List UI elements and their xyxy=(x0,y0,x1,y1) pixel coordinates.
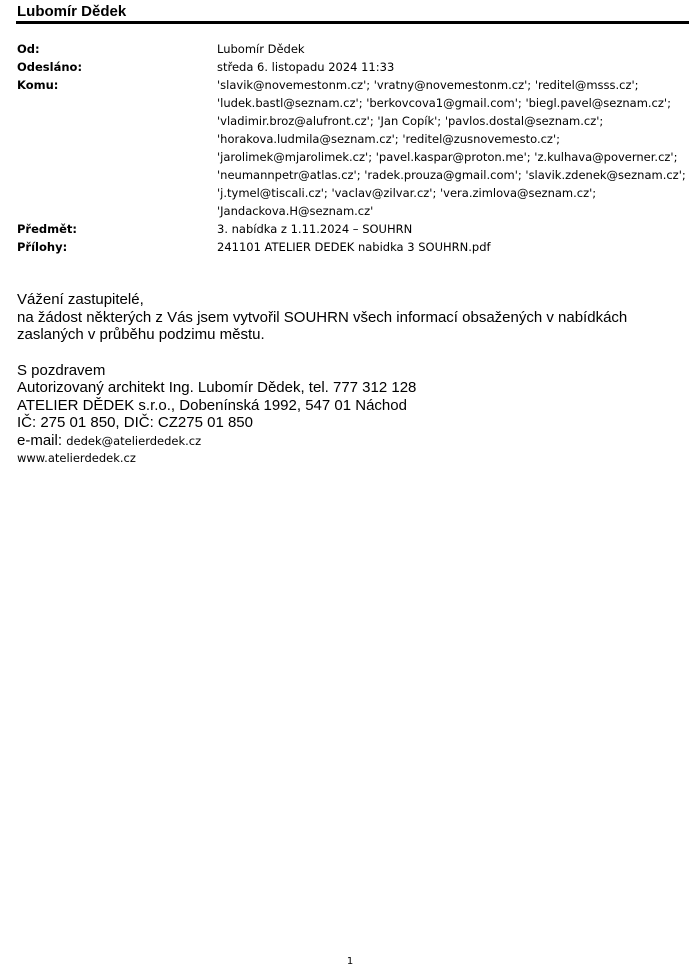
recipient-line: 'horakova.ludmila@seznam.cz'; 'reditel@zusnovemesto.cz'; xyxy=(217,132,560,146)
attachment-file[interactable]: 241101 ATELIER DEDEK nabidka 3 SOUHRN.pdf xyxy=(217,240,491,254)
website-link[interactable]: www.atelierdedek.cz xyxy=(17,451,136,465)
from-label: Od: xyxy=(17,42,40,56)
sent-value: středa 6. listopadu 2024 11:33 xyxy=(217,60,395,74)
body-paragraph-line: zaslaných v průběhu podzimu městu. xyxy=(17,326,265,343)
closing: S pozdravem xyxy=(17,361,106,379)
signature-line: Autorizovaný architekt Ing. Lubomír Dědek, tel. 777 312 128 xyxy=(17,379,417,396)
recipient-line: 'vladimir.broz@alufront.cz'; 'Jan Copík'; 'pavlos.dostal@seznam.cz'; xyxy=(217,114,604,128)
recipient-line: 'slavik@novemestonm.cz'; 'vratny@novemestonm.cz'; 'reditel@msss.cz'; xyxy=(217,78,639,92)
email-body xyxy=(17,291,687,468)
from-value: Lubomír Dědek xyxy=(217,42,305,56)
subject-row xyxy=(17,220,687,238)
recipient-line: 'ludek.bastl@seznam.cz'; 'berkovcova1@gmail.com'; 'biegl.pavel@seznam.cz'; xyxy=(217,96,671,110)
recipient-line: 'j.tymel@tiscali.cz'; 'vaclav@zilvar.cz'; 'vera.zimlova@seznam.cz'; xyxy=(217,186,597,200)
email-header xyxy=(17,40,687,256)
attachments-label: Přílohy: xyxy=(17,240,68,254)
signature-line: ATELIER DĚDEK s.r.o., Dobenínská 1992, 547 01 Náchod xyxy=(17,396,407,414)
sent-row xyxy=(17,58,687,76)
recipient-line: 'neumannpetr@atlas.cz'; 'radek.prouza@gmail.com'; 'slavik.zdenek@seznam.cz'; xyxy=(217,168,686,182)
signature-email-line xyxy=(17,432,687,451)
sent-label: Odesláno: xyxy=(17,60,83,74)
attachments-row xyxy=(17,238,687,256)
page-number: 1 xyxy=(346,956,354,967)
signature-line: IČ: 275 01 850, DIČ: CZ275 01 850 xyxy=(17,414,253,431)
greeting: Vážení zastupitelé, xyxy=(17,291,144,308)
recipients-list xyxy=(217,76,687,220)
spacer xyxy=(17,344,687,362)
from-row xyxy=(17,40,687,58)
to-label: Komu: xyxy=(17,78,59,92)
to-row xyxy=(17,76,687,220)
header-divider xyxy=(16,21,689,24)
subject-value: 3. nabídka z 1.11.2024 – SOUHRN xyxy=(217,222,413,236)
recipient-line: 'Jandackova.H@seznam.cz' xyxy=(217,204,374,218)
subject-label: Předmět: xyxy=(17,222,78,236)
email-link[interactable]: dedek@atelierdedek.cz xyxy=(66,433,202,448)
recipient-line: 'jarolimek@mjarolimek.cz'; 'pavel.kaspar@proton.me'; 'z.kulhava@poverner.cz'; xyxy=(217,150,678,164)
body-paragraph-line: na žádost některých z Vás jsem vytvořil SOUHRN všech informací obsažených v nabídkách xyxy=(17,308,628,326)
email-label: e-mail: xyxy=(17,431,67,449)
sender-title: Lubomír Dědek xyxy=(17,3,127,20)
